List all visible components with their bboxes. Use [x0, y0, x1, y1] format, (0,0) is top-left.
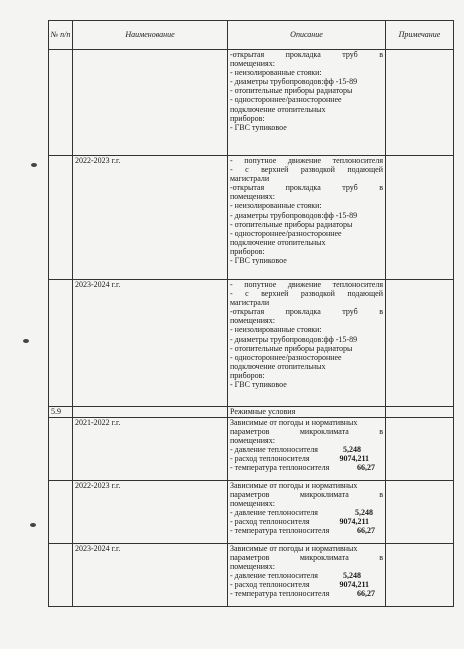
scan-speck [30, 523, 36, 527]
specification-table [48, 20, 454, 607]
desc-line: магистрали [230, 298, 270, 308]
header-note: Примечание [386, 21, 454, 50]
pressure-value: 5,248 [355, 508, 373, 518]
desc-line: параметров микроклимата в [230, 427, 383, 437]
desc-line: - диаметры трубопроводов:фф -15-89 [230, 77, 358, 87]
pressure-line: - давление теплоносителя 5,248 [230, 571, 361, 581]
flow-line: - расход теплоносителя 9074,211 [230, 454, 369, 464]
desc-line: подключение отопительных [230, 104, 326, 114]
desc-line: помещениях: [230, 316, 275, 326]
desc-line: параметров микроклимата в [230, 490, 383, 500]
section-title: Режимные условия [228, 407, 386, 418]
header-num: № п/п [49, 21, 73, 50]
description-cell [228, 544, 386, 607]
flow-value: 9074,211 [339, 580, 369, 590]
desc-line: - отопительные приборы радиаторы [230, 219, 353, 229]
desc-line: помещениях: [230, 499, 275, 509]
desc-line: - с верхней разводкой подающей [230, 165, 383, 175]
table-row [49, 418, 454, 481]
scan-speck [23, 339, 29, 343]
desc-line: - отопительные приборы радиаторы [230, 343, 353, 353]
period-cell: 2022-2023 г.г. [73, 156, 228, 280]
desc-line: - попутное движение теплоносителя [230, 280, 383, 289]
header-description: Описание [228, 21, 386, 50]
table-row [49, 156, 454, 280]
desc-line: магистрали [230, 174, 270, 184]
desc-line: приборов: [230, 246, 265, 256]
desc-line: - ГВС тупиковое [230, 122, 287, 132]
desc-line: - ГВС тупиковое [230, 256, 287, 266]
header-name: Наименование [73, 21, 228, 50]
desc-line: приборов: [230, 370, 265, 380]
desc-line: - отопительные приборы радиаторы [230, 86, 353, 96]
desc-line: - одностороннее/разностороннее [230, 228, 342, 238]
section-number: 5.9 [49, 407, 73, 418]
pressure-value: 5,248 [343, 571, 361, 581]
period-cell: 2022-2023 г.г. [73, 481, 228, 544]
temp-line: - температура теплоносителя 66,27 [230, 463, 375, 473]
desc-line: - одностороннее/разностороннее [230, 352, 342, 362]
flow-value: 9074,211 [339, 454, 369, 464]
desc-line: - неизолированные стояки: [230, 68, 322, 78]
desc-line: - диаметры трубопроводов:фф -15-89 [230, 334, 358, 344]
desc-line: - диаметры трубопроводов:фф -15-89 [230, 210, 358, 220]
temp-line: - температура теплоносителя 66,27 [230, 589, 375, 599]
desc-line: - с верхней разводкой подающей [230, 289, 383, 299]
flow-value: 9074,211 [339, 517, 369, 527]
description-cell [228, 418, 386, 481]
desc-line: - ГВС тупиковое [230, 380, 287, 390]
desc-line: подключение отопительных [230, 361, 326, 371]
desc-line: -открытая прокладка труб в [230, 183, 383, 193]
table-row [49, 280, 454, 407]
desc-line: подключение отопительных [230, 237, 326, 247]
period-cell: 2023-2024 г.г. [73, 544, 228, 607]
temp-value: 66,27 [357, 463, 375, 473]
description-cell [228, 50, 386, 156]
flow-line: - расход теплоносителя 9074,211 [230, 517, 369, 527]
temp-value: 66,27 [357, 589, 375, 599]
table-header-row [49, 21, 454, 50]
desc-line: - одностороннее/разностороннее [230, 95, 342, 105]
desc-line: помещениях: [230, 192, 275, 202]
table-row [49, 481, 454, 544]
pressure-line: - давление теплоносителя 5,248 [230, 445, 361, 455]
desc-line: -открытая прокладка труб в [230, 50, 383, 59]
flow-line: - расход теплоносителя 9074,211 [230, 580, 369, 590]
desc-line: Зависимые от погоды и нормативных [230, 544, 358, 553]
description-cell [228, 156, 386, 280]
desc-line: Зависимые от погоды и нормативных [230, 418, 358, 427]
desc-line: помещениях: [230, 59, 275, 69]
section-row [49, 407, 454, 418]
period-cell: 2023-2024 г.г. [73, 280, 228, 407]
desc-line: Зависимые от погоды и нормативных [230, 481, 358, 490]
period-cell: 2021-2022 г.г. [73, 418, 228, 481]
description-cell [228, 280, 386, 407]
pressure-value: 5,248 [343, 445, 361, 455]
desc-line: параметров микроклимата в [230, 553, 383, 563]
desc-line: помещениях: [230, 562, 275, 572]
table-row [49, 50, 454, 156]
desc-line: - неизолированные стояки: [230, 325, 322, 335]
scan-speck [31, 163, 37, 167]
desc-line: - неизолированные стояки: [230, 201, 322, 211]
description-cell [228, 481, 386, 544]
temp-value: 66,27 [357, 526, 375, 536]
desc-line: - попутное движение теплоносителя [230, 156, 383, 165]
pressure-line: - давление теплоносителя 5,248 [230, 508, 373, 518]
table-row [49, 544, 454, 607]
desc-line: приборов: [230, 113, 265, 123]
temp-line: - температура теплоносителя 66,27 [230, 526, 375, 536]
desc-line: -открытая прокладка труб в [230, 307, 383, 317]
desc-line: помещениях: [230, 436, 275, 446]
